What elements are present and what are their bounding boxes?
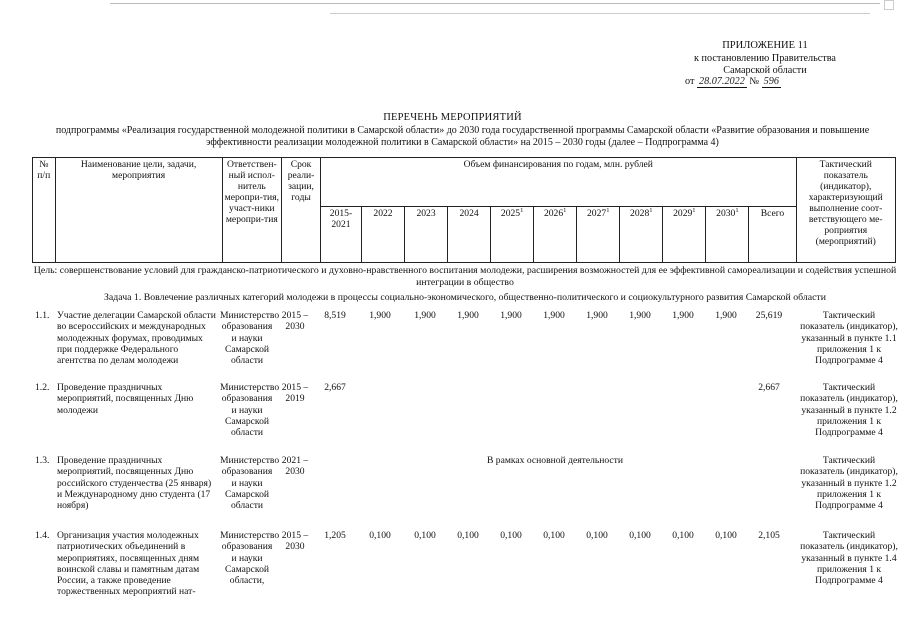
row-value: 1,900	[715, 310, 737, 321]
row-indicator: Тактический показатель (индикатор), указанный в пункте 1.1 приложения 1 к Подпрограмме 4	[800, 310, 898, 367]
row-value: 1,900	[414, 310, 436, 321]
decree-date-line: от 28.07.2022 № 596	[685, 76, 779, 87]
header-year: 2026$^1$	[534, 207, 577, 263]
document-subtitle: подпрограммы «Реализация государственной молодежной политики в Самарской области» до 2030 года государственной программы Самарской области «Развитие образования и повышение эффективности реализации молодежной политики в Самарской области» на 2015 – 2030 годы (далее – Подпрограмма 4)	[55, 125, 870, 148]
row-indicator: Тактический показатель (индикатор), указанный в пункте 1.2 приложения 1 к Подпрограмме 4	[800, 455, 898, 512]
row-value: 1,900	[629, 310, 651, 321]
row-indicator: Тактический показатель (индикатор), указанный в пункте 1.2 приложения 1 к Подпрограмме 4	[800, 382, 898, 439]
row-value: 0,100	[672, 530, 694, 541]
row-responsible: Министерство образования и науки Самарской области	[220, 382, 280, 439]
row-value: 0,100	[500, 530, 522, 541]
row-value: 0,100	[543, 530, 565, 541]
row-funding-note: В рамках основной деятельности	[486, 455, 624, 466]
row-number: 1.4.	[35, 530, 50, 541]
header-term: Срок реали-зации, годы	[282, 158, 321, 263]
row-term: 2015 – 2019	[281, 382, 309, 405]
header-name: Наименование цели, задачи, мероприятия	[55, 158, 222, 263]
row-value: 0,100	[369, 530, 391, 541]
row-value: 0,100	[715, 530, 737, 541]
row-value: 1,900	[369, 310, 391, 321]
scan-corner-mark	[884, 0, 894, 10]
header-year: Всего	[749, 207, 796, 263]
row-value: 0,100	[414, 530, 436, 541]
header-indicator: Тактический показатель (индикатор), характеризующий выполнение соот-ветствующего ме-роприятия (мероприятий)	[796, 158, 895, 263]
header-year: 2023	[405, 207, 448, 263]
row-value: 1,205	[324, 530, 346, 541]
row-indicator: Тактический показатель (индикатор), указанный в пункте 1.4 приложения 1 к Подпрограмме 4	[800, 530, 898, 587]
appendix-region: Самарской области	[723, 65, 807, 76]
header-responsible: Ответствен-ный испол-нитель меропри-тия, участ-ники меропри-тия	[222, 158, 281, 263]
row-activity-name: Участие делегации Самарской области во всероссийских и международных молодежных форумах, проводимых при поддержке Федерального агентства по делам молодежи	[57, 310, 216, 367]
header-year: 2024	[448, 207, 491, 263]
row-value: 2,105	[758, 530, 780, 541]
appendix-block	[660, 40, 870, 78]
row-value: 8,519	[324, 310, 346, 321]
appendix-number: ПРИЛОЖЕНИЕ 11	[722, 40, 808, 51]
row-term: 2015 – 2030	[281, 530, 309, 553]
row-responsible: Министерство образования и науки Самарской области	[220, 455, 280, 512]
task-text: Задача 1. Вовлечение различных категорий молодежи в процессы социально-экономического, общественно-политического и социокультурного развития Самарской области	[104, 292, 826, 303]
decree-date: 28.07.2022	[698, 76, 745, 87]
row-value: 1,900	[457, 310, 479, 321]
row-value: 2,667	[758, 382, 780, 393]
row-value: 0,100	[457, 530, 479, 541]
row-term: 2021 – 2030	[281, 455, 309, 478]
scan-edge-line	[110, 3, 880, 4]
row-responsible: Министерство образования и науки Самарской области,	[220, 530, 280, 587]
row-number: 1.1.	[35, 310, 50, 321]
row-value: 1,900	[586, 310, 608, 321]
scan-edge-line	[330, 13, 870, 14]
document-title: ПЕРЕЧЕНЬ МЕРОПРИЯТИЙ	[383, 112, 522, 123]
row-value: 1,900	[543, 310, 565, 321]
header-year: 2027$^1$	[577, 207, 620, 263]
header-year: 2022	[361, 207, 404, 263]
row-value: 1,900	[500, 310, 522, 321]
header-year: 2028$^1$	[620, 207, 663, 263]
row-activity-name: Проведение праздничных мероприятий, посвященных Дню молодежи	[57, 382, 194, 416]
row-value: 2,667	[324, 382, 346, 393]
header-year: 2029$^1$	[663, 207, 706, 263]
row-number: 1.3.	[35, 455, 50, 466]
row-term: 2015 – 2030	[281, 310, 309, 333]
header-year: 2030$^1$	[706, 207, 749, 263]
goal-text: Цель: совершенствование условий для гражданско-патриотического и духовно-нравственного воспитания молодежи, расширения возможностей для ее эффективной самореализации и содействия успешной интеграции в общество	[33, 265, 897, 288]
header-no: № п/п	[33, 158, 56, 263]
row-responsible: Министерство образования и науки Самарской области	[220, 310, 280, 367]
row-activity-name: Проведение праздничных мероприятий, посвященных Дню российского студенчества (25 января) и Международному дню студента (17 ноября)	[57, 455, 212, 512]
header-year: 2025$^1$	[491, 207, 534, 263]
row-value: 0,100	[586, 530, 608, 541]
decree-number: 596	[763, 76, 779, 87]
row-value: 1,900	[672, 310, 694, 321]
header-year: 2015-2021	[320, 207, 361, 263]
row-value: 0,100	[629, 530, 651, 541]
header-funding: Объем финансирования по годам, млн. рублей	[320, 158, 796, 207]
row-number: 1.2.	[35, 382, 50, 393]
row-activity-name: Организация участия молодежных патриотических объединений в мероприятиях, посвященных дням воинской славы и памятным датам России, а также проведение торжественных мероприятий нат-	[57, 530, 200, 598]
appendix-ref: к постановлению Правительства	[694, 52, 836, 64]
row-value: 25,619	[755, 310, 783, 321]
header-table	[32, 157, 896, 263]
